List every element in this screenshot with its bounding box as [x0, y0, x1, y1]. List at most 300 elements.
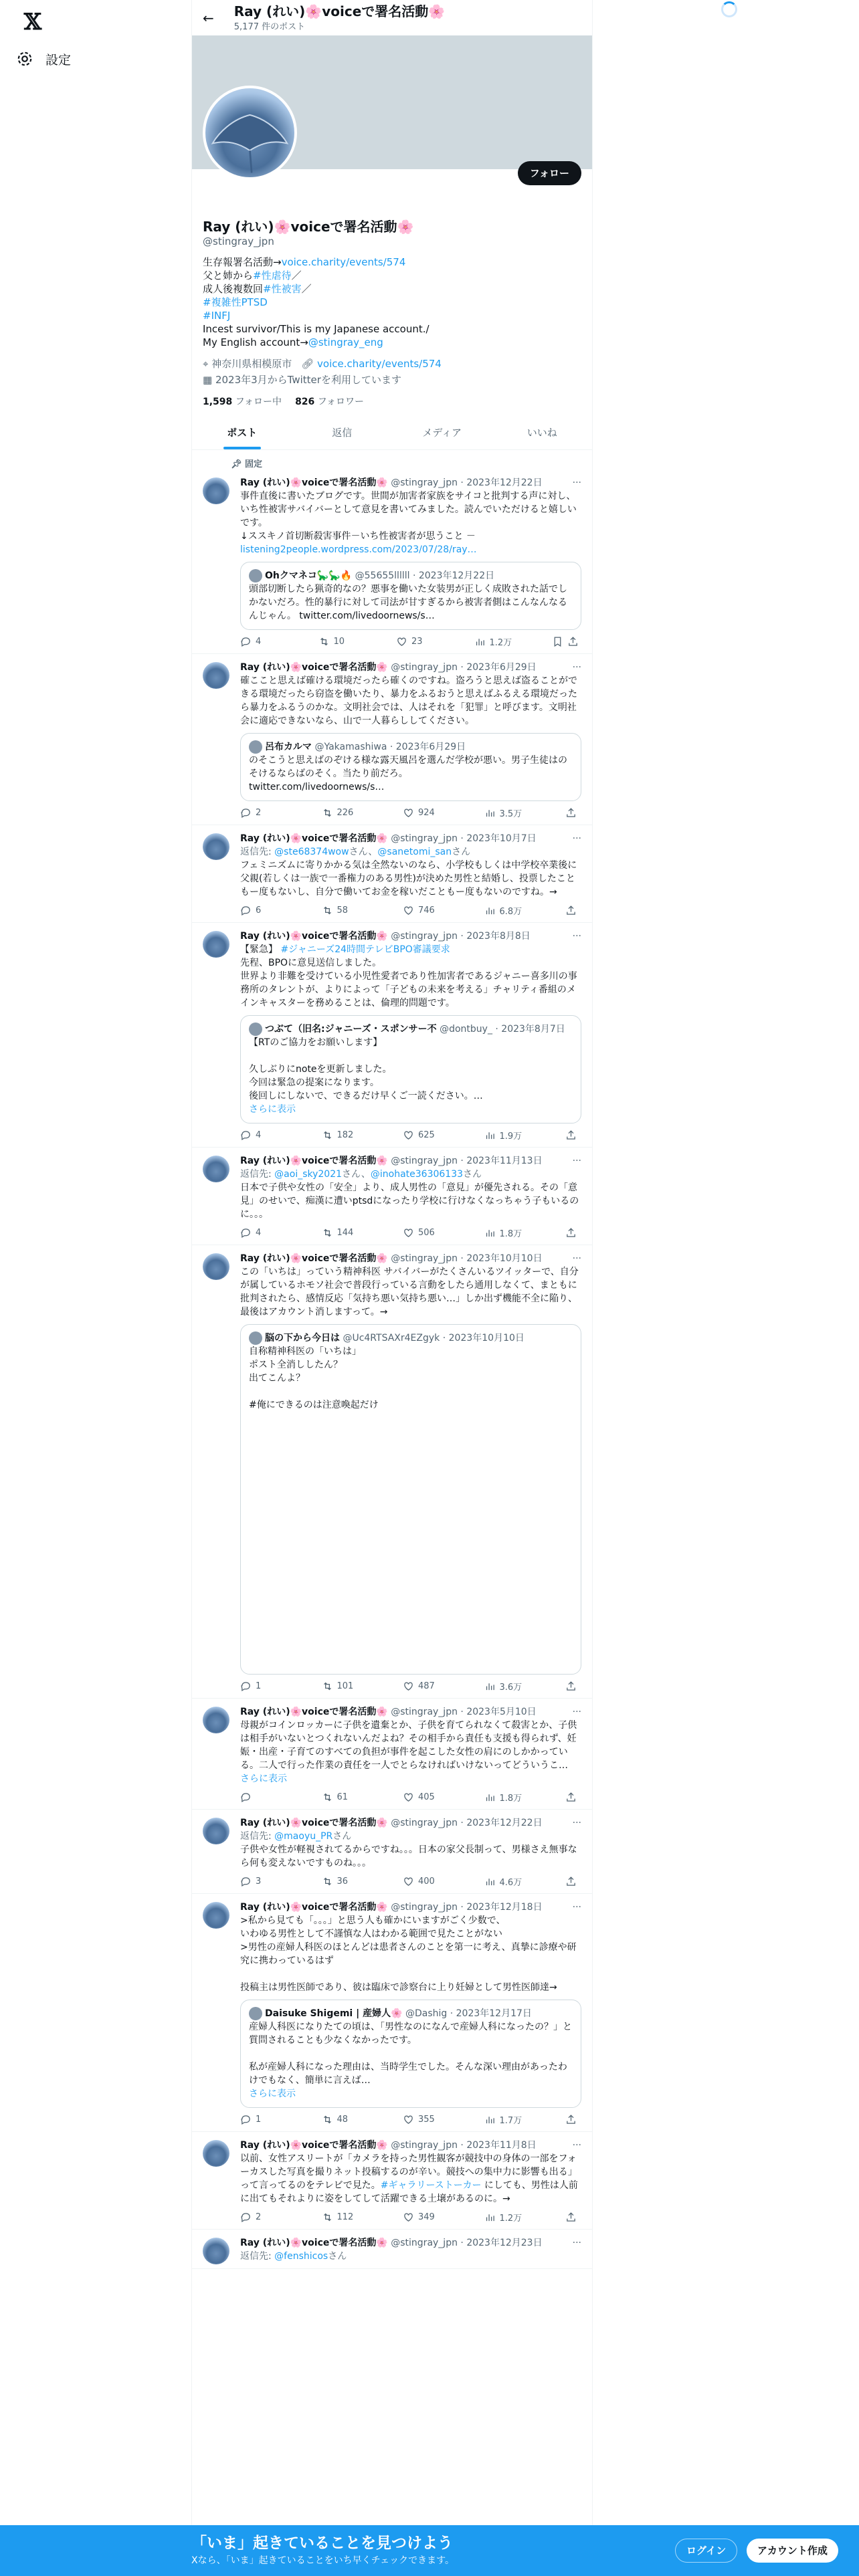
tweet-author[interactable]: Ray (れい)🌸voiceで署名活動🌸 [240, 931, 388, 942]
tweet-date[interactable]: 2023年12月18日 [466, 1902, 543, 1913]
share-icon [565, 1792, 577, 1803]
quote-date: 2023年10月10日 [448, 1333, 524, 1344]
tab-replies[interactable]: 返信 [332, 426, 353, 439]
like-count: 625 [418, 1130, 435, 1140]
tweet-text-pre: 【緊急】 [240, 944, 278, 955]
tweet-date[interactable]: 2023年11月13日 [466, 1156, 543, 1166]
profile-bio [203, 255, 581, 349]
heart-icon [396, 636, 407, 647]
views-icon [484, 1792, 496, 1803]
hashtag-link[interactable]: #性虐待 [253, 270, 292, 282]
like-button[interactable] [403, 2113, 450, 2126]
tweet-author[interactable]: Ray (れい)🌸voiceで署名活動🌸 [240, 662, 388, 673]
share-icon [565, 807, 577, 819]
tweet[interactable] [192, 1810, 592, 1894]
like-count: 506 [418, 1228, 435, 1238]
reply-to-sep: さん、 [342, 1169, 371, 1180]
tweet-avatar[interactable] [203, 1707, 229, 1733]
share-button[interactable] [565, 807, 579, 819]
reply-to-label: 返信先: [240, 1169, 275, 1180]
share-button[interactable] [565, 1680, 579, 1693]
views-icon [484, 1876, 496, 1887]
tweet-date[interactable]: 2023年10月10日 [466, 1253, 543, 1264]
like-button[interactable] [403, 904, 450, 917]
hashtag-link[interactable]: #複雑性PTSD [203, 296, 268, 308]
tab-posts[interactable]: ポスト [192, 415, 292, 449]
views-button[interactable] [474, 635, 521, 648]
retweet-button[interactable] [322, 1129, 369, 1142]
more-icon[interactable]: ··· [572, 2140, 581, 2151]
mention-link[interactable]: @stingray_eng [308, 336, 383, 348]
quote-author: 脳の下から今日は [265, 1333, 340, 1344]
reply-button[interactable] [240, 807, 287, 819]
hashtag-link[interactable]: #ジャニーズ24時間テレビBPO審議要求 [280, 944, 450, 955]
views-icon [484, 1227, 496, 1239]
tweet[interactable] [192, 1894, 592, 2132]
reply-button[interactable] [240, 635, 287, 648]
following-link[interactable] [203, 395, 282, 408]
reply-to-label: 返信先: [240, 847, 275, 857]
share-button[interactable] [565, 904, 579, 917]
tweet-handle[interactable]: @stingray_jpn [391, 1156, 458, 1166]
mention-link[interactable]: @maoyu_PR [274, 1831, 333, 1842]
tweet[interactable] [192, 1699, 592, 1810]
share-button[interactable] [565, 2211, 579, 2224]
view-count: 4.6万 [499, 1878, 522, 1888]
show-more-link[interactable]: さらに表示 [249, 2088, 296, 2099]
website [301, 357, 442, 370]
signup-button[interactable]: アカウント作成 [747, 2539, 838, 2563]
tweet-avatar[interactable] [203, 1818, 229, 1844]
follow-button[interactable]: フォロー [518, 161, 581, 185]
tweet-date[interactable]: 2023年10月7日 [466, 833, 537, 844]
tweet-handle[interactable]: @stingray_jpn [391, 2140, 458, 2151]
tweet[interactable] [192, 1245, 592, 1699]
retweet-count: 61 [337, 1792, 349, 1802]
quote-date: 2023年12月17日 [456, 2008, 532, 2019]
reply-button[interactable] [240, 904, 287, 917]
reply-icon [240, 2212, 252, 2223]
reply-to-label: 返信先: [240, 2251, 275, 2262]
hashtag-link[interactable]: #ギャラリーストーカー [380, 2180, 482, 2191]
tweet-avatar[interactable] [203, 1902, 229, 1929]
tweet-handle[interactable]: @stingray_jpn [391, 931, 458, 942]
tweet-handle[interactable]: @stingray_jpn [391, 833, 458, 844]
retweet-icon [322, 2212, 333, 2223]
quote-header: つぶて（旧名:ジャニーズ・スポンサー不 @dontbuy_ · 2023年8月7日 [249, 1023, 573, 1036]
like-count: 400 [418, 1876, 435, 1887]
retweet-icon [322, 1227, 333, 1239]
view-count: 1.9万 [499, 1132, 522, 1142]
mention-link[interactable]: @ste68374wow [274, 847, 349, 857]
view-count: 1.2万 [489, 638, 512, 648]
tweet-author[interactable]: Ray (れい)🌸voiceで署名活動🌸 [240, 1818, 388, 1828]
quote-tweet[interactable] [240, 1015, 581, 1123]
avatar[interactable] [203, 86, 297, 180]
quote-header: 脳の下から今日は @Uc4RTSAXr4EZgyk · 2023年10月10日 [249, 1331, 573, 1345]
tweet-text: フェミニズムに寄りかかる気は全然ないのなら、小学校もしくは中学校卒業後に父親(若しくは一族で一番権力のある男性)が決めた男性と結婚し、投票したこともー度もないし、自分で働いてお金を稼いだこともー度もないのですね。→ [240, 860, 577, 897]
tweet-text [240, 2152, 581, 2206]
reply-button[interactable] [240, 1680, 287, 1693]
more-icon[interactable]: ··· [572, 1707, 581, 1717]
like-count: 746 [418, 905, 435, 916]
tweet-date[interactable]: 2023年12月23日 [466, 2238, 543, 2248]
profile-meta [203, 357, 581, 387]
views-icon [484, 1681, 496, 1692]
tweet-actions [240, 635, 581, 648]
tweet-avatar[interactable] [203, 662, 229, 689]
views-button[interactable] [484, 807, 531, 819]
bio-line: 成人後複数回 [203, 283, 264, 295]
quote-author: つぶて（旧名:ジャニーズ・スポンサー不 [265, 1024, 437, 1035]
like-button[interactable] [403, 1129, 450, 1142]
more-icon[interactable]: ··· [572, 477, 581, 488]
quote-tweet[interactable] [240, 2000, 581, 2108]
reply-count: 3 [256, 1876, 262, 1887]
retweet-button[interactable] [322, 1791, 369, 1804]
retweet-icon [322, 905, 333, 916]
tweet[interactable] [192, 469, 592, 654]
timeline [192, 450, 592, 2269]
views-button[interactable] [484, 2211, 531, 2224]
tweet-avatar[interactable] [203, 2140, 229, 2167]
reply-icon [240, 1130, 252, 1141]
quote-header: 呂布カルマ @Yakamashiwa · 2023年6月29日 [249, 740, 573, 754]
more-icon[interactable]: ··· [572, 662, 581, 673]
reply-to-suffix: さん [463, 1169, 482, 1180]
reply-count: 2 [256, 808, 262, 818]
tweet-author[interactable]: Ray (れい)🌸voiceで署名活動🌸 [240, 833, 388, 844]
quote-tweet[interactable] [240, 562, 581, 630]
retweet-button[interactable] [322, 904, 369, 917]
tweet-handle[interactable]: @stingray_jpn [391, 1902, 458, 1913]
reply-button[interactable] [240, 2113, 287, 2126]
more-icon[interactable]: ··· [572, 833, 581, 844]
tweet-text: 母親がコインロッカーに子供を遺棄とか、子供を育てられなくて殺害とか、子供は相手がいないとつくれないんだよね？その相手から責任も支援も得られず、妊娠・出産・子育てのすべての負担が事件を起こした女性の肩にのしかかっている。二人で行った作業の責任を一人でとらなければいけないってどういうこ… [240, 1720, 577, 1771]
tweet-author[interactable]: Ray (れい)🌸voiceで署名活動🌸 [240, 1902, 388, 1913]
tweet-date[interactable]: 2023年11月8日 [466, 2140, 537, 2151]
quote-handle: @55655llllll [355, 570, 410, 581]
more-icon[interactable]: ··· [572, 1253, 581, 1264]
quote-handle: @Yakamashiwa [314, 742, 387, 752]
like-button[interactable] [403, 807, 450, 819]
like-button[interactable] [403, 2211, 450, 2224]
views-icon [474, 636, 486, 647]
retweet-count: 48 [337, 2115, 349, 2125]
tweet-text-pre: 以前、女性アスリートが「カメラを持った男性観客が競技中の身体の一部をフォーカスした写真を撮りネット投稿するのが辛い。競技への集中力に影響も出る」って言ってるのをテレビで見た。 [240, 2153, 577, 2191]
tweet-avatar[interactable] [203, 2238, 229, 2264]
reply-count: 1 [256, 1681, 262, 1691]
retweet-count: 182 [337, 1130, 354, 1140]
quote-text: 頭部切断したら猟奇的なの？悪事を働いた女装男が正しく成敗された話でしかないだろ。性的暴行に対して司法が甘すぎるから被害者側はこんなんなるんじゃん。 twitter.com/livedoornews/s… [249, 584, 567, 621]
website-link[interactable]: voice.charity/events/574 [317, 358, 442, 370]
share-icon [565, 1876, 577, 1887]
more-icon[interactable]: ··· [572, 1818, 581, 1828]
tweet-author[interactable]: Ray (れい)🌸voiceで署名活動🌸 [240, 1253, 388, 1264]
quote-tweet[interactable] [240, 733, 581, 801]
reply-icon [240, 1227, 252, 1239]
tweet-avatar[interactable] [203, 477, 229, 504]
share-icon [565, 1227, 577, 1239]
quote-header: Ohクマネコ🦕🦕🔥 @55655llllll · 2023年12月22日 [249, 569, 573, 582]
gear-icon [16, 50, 33, 68]
share-icon [565, 2114, 577, 2125]
tweet-link[interactable]: listening2people.wordpress.com/2023/07/28/ray… [240, 544, 477, 555]
quote-handle: @Uc4RTSAXr4EZgyk [343, 1333, 440, 1344]
tweet-date[interactable]: 2023年8月8日 [466, 931, 531, 942]
quote-handle: @Dashig [405, 2008, 448, 2019]
show-more-link[interactable]: さらに表示 [240, 1774, 287, 1784]
tweet-handle[interactable]: @stingray_jpn [391, 662, 458, 673]
quote-handle: @dontbuy_ [440, 1024, 492, 1035]
reply-button[interactable] [240, 1791, 287, 1804]
more-icon[interactable]: ··· [572, 1902, 581, 1913]
bio-line: Incest survivor/This is my Japanese account./ [203, 323, 430, 335]
reply-to-sep: さん、 [349, 847, 378, 857]
retweet-button[interactable] [318, 635, 365, 648]
reply-button[interactable] [240, 1875, 287, 1888]
profile-tabs [192, 415, 592, 450]
like-button[interactable] [403, 1791, 450, 1804]
views-button[interactable] [484, 904, 531, 917]
left-nav [0, 0, 191, 2576]
reply-to [240, 1168, 581, 1181]
tweet-header: Ray (れい)🌸voiceで署名活動🌸 @stingray_jpn · 2023年10月7日 ··· [240, 833, 581, 844]
mention-link[interactable]: @inohate36306133 [370, 1169, 464, 1180]
views-button[interactable] [484, 1680, 531, 1693]
bottom-bar-title: 「いま」起きていることを見つけよう [191, 2535, 453, 2552]
reply-icon [240, 807, 252, 819]
tweet-header: Ray (れい)🌸voiceで署名活動🌸 @stingray_jpn · 2023年12月18日 ··· [240, 1902, 581, 1913]
reply-count: 1 [256, 2115, 262, 2125]
tweet-date[interactable]: 2023年5月10日 [466, 1707, 537, 1717]
heart-icon [403, 1130, 414, 1141]
quote-text: 【RTのご協力をお願いします】 久しぶりにnoteを更新しました。 今回は緊急の提案になります。 後回しにしないで、できるだけ早くご一読ください。… [249, 1037, 483, 1101]
retweet-button[interactable] [322, 2211, 369, 2224]
view-count: 3.6万 [499, 1683, 522, 1693]
tweet-avatar[interactable] [203, 1253, 229, 1280]
tweet-author[interactable]: Ray (れい)🌸voiceで署名活動🌸 [240, 2140, 388, 2151]
tweet-text: >私から見ても「。。。」と思う人も確かにいますがごく少数で、 いわゆる男性として不謹慎な人はわかる範囲で見たことがない >男性の産婦人科医のほとんどは患者さんのことを第一に考え、真摯に診療や研究に携わっているはず 投稿主は男性医師であり、彼は臨床で診察台に上り妊婦として男性医師達→ [240, 1915, 577, 1993]
location-text: 神奈川県相模原市 [211, 358, 292, 370]
retweet-button[interactable] [322, 1875, 369, 1888]
quote-avatar [249, 569, 262, 582]
views-icon [484, 905, 496, 916]
like-count: 924 [418, 808, 435, 818]
profile-handle: @stingray_jpn [203, 235, 274, 247]
views-icon [484, 1130, 496, 1141]
quote-author: 呂布カルマ [265, 742, 312, 752]
more-icon[interactable]: ··· [572, 931, 581, 942]
views-icon [484, 2212, 496, 2223]
quote-header: Daisuke Shigemi | 産婦人🌸 @Dashig · 2023年12月17日 [249, 2007, 573, 2020]
views-button[interactable] [484, 2113, 531, 2126]
share-button[interactable] [565, 2113, 579, 2126]
tweet-text-body: にしても、男性は人前に出てもそれよりに姿をしてして活躍できる土壌があるのに。→ [240, 2180, 578, 2204]
tweet-actions [240, 807, 581, 819]
retweet-icon [322, 1876, 333, 1887]
tweet-handle[interactable]: @stingray_jpn [391, 1818, 458, 1828]
tweet-header: Ray (れい)🌸voiceで署名活動🌸 @stingray_jpn · 2023年12月22日 ··· [240, 1818, 581, 1828]
profile-header [192, 0, 592, 35]
quote-tweet[interactable] [240, 1324, 581, 1675]
followers-link[interactable] [295, 395, 364, 408]
quote-text: 自称精神科医の「いちは」 ポスト全消ししたん？ 出てこんよ？ #俺にできるのは注意喚起だけ [249, 1346, 379, 1410]
retweet-count: 144 [337, 1228, 354, 1238]
reply-count: 6 [256, 905, 262, 916]
more-icon[interactable]: ··· [572, 2238, 581, 2248]
back-arrow-icon[interactable]: ← [203, 9, 214, 26]
tweet-date[interactable]: 2023年6月29日 [466, 662, 537, 673]
share-button[interactable] [565, 1791, 579, 1804]
header-name: Ray (れい)🌸voiceで署名活動🌸 [233, 3, 446, 19]
tweet-text: この「いちは」っていう精神科医 サバイバーがたくさんいるツイッターで、自分が属しているホモソ社会で普段行っている言動をしたら通用しなくて、まともに批判されたら、感情反応「気持ち悪い気持ち悪い…」しか出ず機能不全に陥り、最後はアカウント消しますって。→ [240, 1267, 579, 1317]
retweet-count: 101 [337, 1681, 354, 1691]
reply-icon [240, 636, 252, 647]
retweet-button[interactable] [322, 807, 369, 819]
like-count: 355 [418, 2115, 435, 2125]
quote-author: Ohクマネコ🦕🦕🔥 [265, 570, 353, 581]
tweet-handle[interactable]: @stingray_jpn [391, 1253, 458, 1264]
tweet-header: Ray (れい)🌸voiceで署名活動🌸 @stingray_jpn · 2023年5月10日 ··· [240, 1707, 581, 1717]
x-logo-icon[interactable]: 𝕏 [23, 9, 42, 35]
tweet-handle[interactable]: @stingray_jpn [391, 1707, 458, 1717]
loading-spinner-icon [721, 1, 737, 17]
main-column [191, 0, 593, 2576]
nav-settings-label: 設定 [45, 52, 72, 68]
tweet[interactable] [192, 2132, 592, 2230]
tweet[interactable] [192, 2230, 592, 2269]
tweet-date[interactable]: 2023年12月22日 [466, 477, 543, 488]
tweet-text: 事件直後に書いたブログです。世間が加害者家族をサイコと批判する声に対し、いち性被害サバイバーとして意見を書いてみました。読んでいただけると嬉しいです。 ↓ススキノ首切断殺害事件－いち性被害者が思うこと － [240, 491, 577, 542]
tweet[interactable] [192, 923, 592, 1148]
tweet-text: 確ここと思えば確ける環境だったら確くのですね。盗ろうと思えば盗ることができる環境だったら窃盗を働いたり、暴力をふるおうと思えばふるえる環境だったら暴力をふるうのかな。文明社会では、人はそれを「犯罪」と呼びます。文明社会に適応できないなら、山で一人暮らししてください。 [240, 675, 577, 726]
views-button[interactable] [484, 1226, 531, 1239]
tweet-actions [240, 1791, 581, 1804]
tweet-text [240, 943, 581, 1010]
tweet-actions [240, 1129, 581, 1142]
reply-to-suffix: さん [452, 847, 471, 857]
views-button[interactable] [484, 1791, 531, 1804]
tweet-author[interactable]: Ray (れい)🌸voiceで署名活動🌸 [240, 2238, 388, 2248]
heart-icon [403, 905, 414, 916]
bio-sep: ／ [291, 270, 302, 282]
show-more-link[interactable]: さらに表示 [249, 1104, 296, 1115]
reply-count: 4 [256, 1228, 262, 1238]
retweet-icon [318, 636, 330, 647]
view-count: 1.2万 [499, 2214, 522, 2224]
mention-link[interactable]: @fenshicos [274, 2251, 328, 2262]
login-button[interactable]: ログイン [675, 2539, 737, 2563]
more-icon[interactable]: ··· [572, 1156, 581, 1166]
bio-sep: ／ [301, 283, 312, 295]
pin-icon: 📌︎ [231, 459, 246, 469]
bio-line: 生存報署名活動→ [203, 256, 282, 268]
like-button[interactable] [403, 1680, 450, 1693]
hashtag-link[interactable]: #INFJ [203, 310, 231, 322]
tab-likes[interactable]: いいね [527, 426, 557, 439]
tab-media[interactable]: メディア [422, 426, 462, 439]
retweet-icon [322, 2114, 333, 2125]
retweet-button[interactable] [322, 2113, 369, 2126]
tweet-handle[interactable]: @stingray_jpn [391, 477, 458, 488]
profile-name: Ray (れい)🌸voiceで署名活動🌸 [203, 219, 414, 235]
retweet-button[interactable] [322, 1680, 369, 1693]
tweet[interactable] [192, 1148, 592, 1245]
tweet-actions [240, 1226, 581, 1239]
heart-icon [403, 2114, 414, 2125]
pinned-label [192, 450, 592, 469]
retweet-count: 112 [337, 2212, 354, 2222]
reply-button[interactable] [240, 1129, 287, 1142]
views-button[interactable] [484, 1129, 531, 1142]
view-count: 1.7万 [499, 2116, 522, 2126]
tweet-author[interactable]: Ray (れい)🌸voiceで署名活動🌸 [240, 477, 388, 488]
like-count: 405 [418, 1792, 435, 1802]
tweet-author[interactable]: Ray (れい)🌸voiceで署名活動🌸 [240, 1707, 388, 1717]
tweet-header: Ray (れい)🌸voiceで署名活動🌸 @stingray_jpn · 2023年6月29日 ··· [240, 662, 581, 673]
quote-author: Daisuke Shigemi | 産婦人🌸 [265, 2008, 403, 2019]
views-button[interactable] [484, 1875, 531, 1888]
tweet[interactable] [192, 825, 592, 923]
stingray-icon [205, 88, 294, 177]
share-button[interactable] [565, 1129, 579, 1142]
like-button[interactable] [403, 1226, 450, 1239]
hashtag-link[interactable]: #性被害 [263, 283, 302, 295]
location [203, 357, 292, 370]
retweet-icon [322, 1681, 333, 1692]
like-button[interactable] [396, 635, 443, 648]
share-button[interactable] [565, 1875, 579, 1888]
bio-link[interactable]: voice.charity/events/574 [281, 256, 406, 268]
tweet-header: Ray (れい)🌸voiceで署名活動🌸 @stingray_jpn · 2023年10月10日 ··· [240, 1253, 581, 1264]
bookmark-button[interactable] [552, 635, 579, 648]
views-icon [484, 807, 496, 819]
like-button[interactable] [403, 1875, 450, 1888]
quote-avatar [249, 1331, 262, 1345]
tweet-avatar[interactable] [203, 833, 229, 860]
tweet-avatar[interactable] [203, 1156, 229, 1182]
like-count: 23 [411, 637, 423, 647]
mention-link[interactable]: @sanetomi_san [377, 847, 452, 857]
heart-icon [403, 2212, 414, 2223]
tweet-actions [240, 1875, 581, 1888]
reply-button[interactable] [240, 1226, 287, 1239]
reply-button[interactable] [240, 2211, 287, 2224]
tweet-handle[interactable]: @stingray_jpn [391, 2238, 458, 2248]
heart-icon [403, 1681, 414, 1692]
tweet-avatar[interactable] [203, 931, 229, 958]
heart-icon [403, 807, 414, 819]
tweet-date[interactable]: 2023年12月22日 [466, 1818, 543, 1828]
share-icon[interactable] [567, 636, 579, 647]
reply-icon [240, 1792, 252, 1803]
tweet-actions [240, 2113, 581, 2126]
retweet-icon [322, 1792, 333, 1803]
like-count: 487 [418, 1681, 435, 1691]
reply-count: 4 [256, 1130, 262, 1140]
nav-settings[interactable] [16, 44, 71, 74]
view-count: 6.8万 [499, 907, 522, 917]
share-button[interactable] [565, 1226, 579, 1239]
reply-icon [240, 1681, 252, 1692]
mention-link[interactable]: @aoi_sky2021 [274, 1169, 343, 1180]
retweet-button[interactable] [322, 1226, 369, 1239]
following-count: 1,598 [203, 397, 233, 407]
tweet-header: Ray (れい)🌸voiceで署名活動🌸 @stingray_jpn · 2023年11月13日 ··· [240, 1156, 581, 1166]
tweet[interactable] [192, 654, 592, 825]
tweet-author[interactable]: Ray (れい)🌸voiceで署名活動🌸 [240, 1156, 388, 1166]
